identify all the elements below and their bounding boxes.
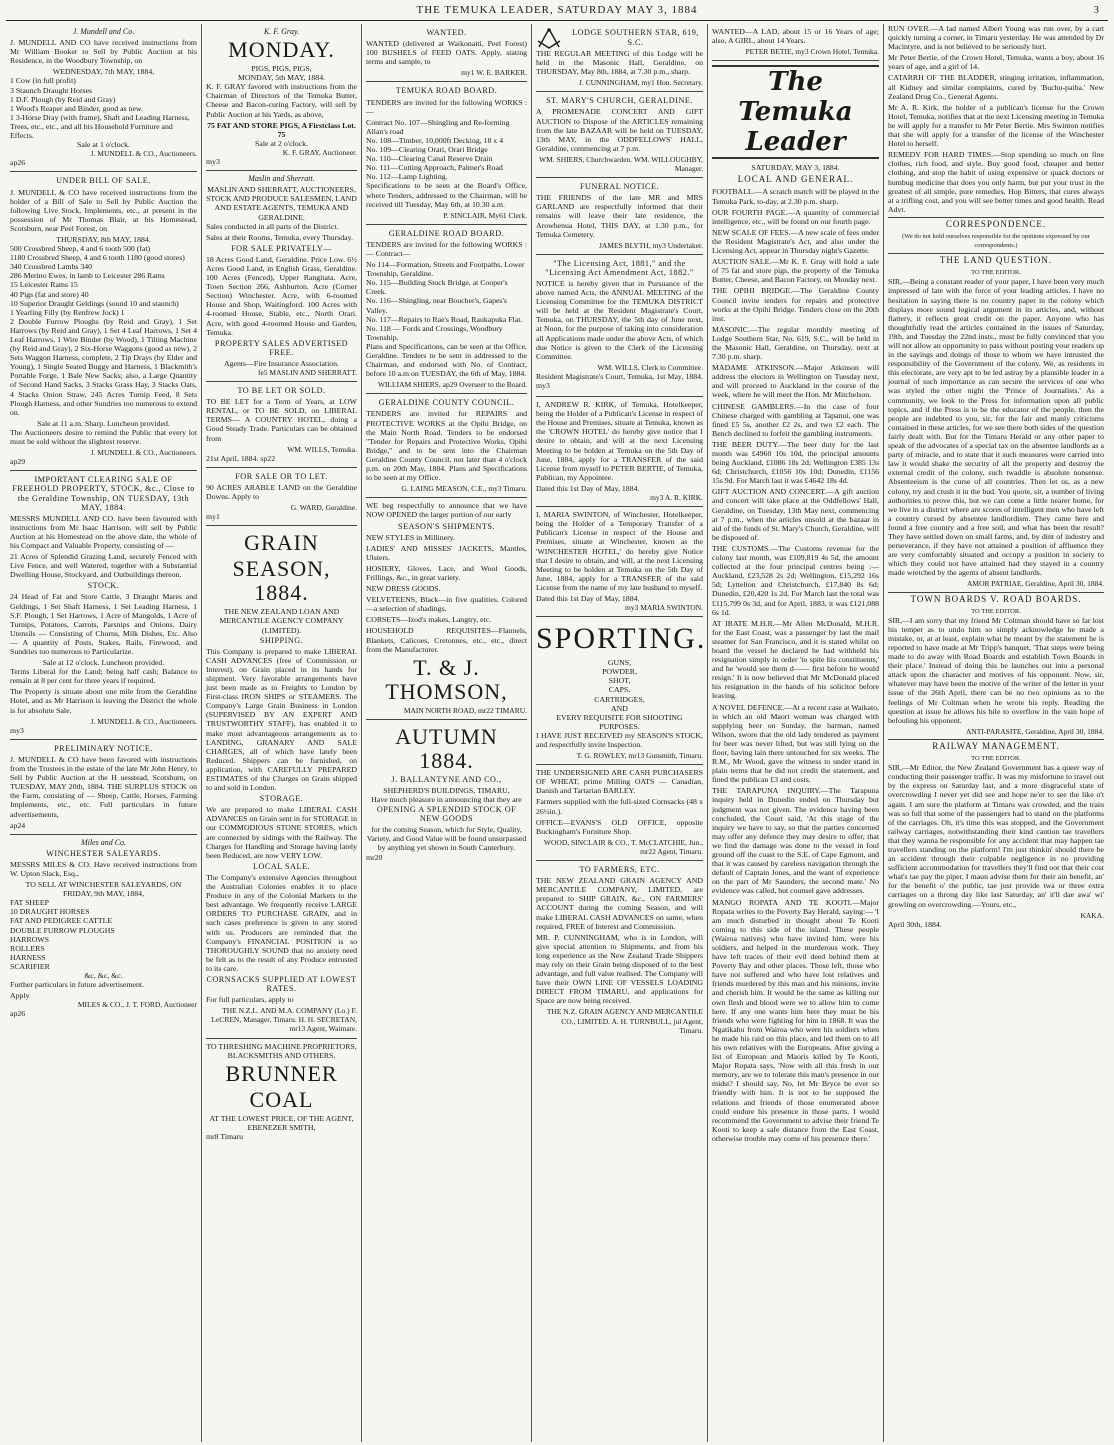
ad-text: Plans and Specifications, can be seen at the Office, Geraldine. Tenders to be sent in addressed to the Chairman, and endorsed with No. of Contract, before 10 a.m on TUESDAY, the 6th of May, 1884.: [366, 341, 527, 379]
column-5: [708, 24, 884, 1442]
letter-signature: ANTI-PARASITE, Geraldine, April 30, 1884.: [965, 726, 1104, 736]
ad-text: Apply: [10, 991, 30, 1001]
ad-ballantyne-autumn: [366, 720, 527, 866]
ad-thomson-shipments: [366, 498, 527, 720]
ad-signature: J. MUNDELL & CO., Auctioneers.: [90, 448, 197, 458]
ad-item: 1 Cow (in full profit): [10, 76, 76, 86]
ad-text: TENDERS are invited for REPAIRS and PROTECTIVE WORKS at the Opihi Bridge, on the Main North Road. Tenders to be endorsed "Tender for Repairs and Protective Works, Opihi Bridge," and to be sent into the Chairman Geraldine County Council, not later than 4 o'clock p.m. on 20th May, 1884. Plans and Specifications to be seen at my Office.: [366, 409, 527, 483]
ad-text: 24 Head of Fat and Store Cattle, 3 Draught Mares and Geldings, 1 Set Shaft Harness, 1 Set Leading Harness, 1 S.F. Plough, 1 Set Harrows, 1 Acre of Mangolds, 1 Acre of Turnips, Potatoes, Carrots, Parsnips and Onions. Dairy Utensils — Consisting of Churns, Milk Dishes, Etc. Also — A quantity of Posts, Stakes, Rails, Firewood, and Sundries too numerous to Particularize.: [10, 592, 197, 656]
ad-heading: Miles and Co.: [80, 837, 127, 847]
ad-date: THURSDAY, 8th MAY, 1884.: [56, 234, 151, 244]
ad-lot: 286 Merino Ewes, in lamb to Leicester 286 Rams: [10, 271, 165, 281]
ad-geraldine-road-board: [366, 225, 527, 395]
ad-grain-season: [206, 526, 357, 1038]
ad-text: The Auctioneers desire to remind the Public that every lot must be sold without the slightest reserve.: [10, 427, 197, 447]
ad-text: We are prepared to make LIBERAL CASH ADVANCES on Grain sent in for STORAGE in our COMMODIOUS STONE STORES, which are connected by sidings with the Railway. The Charges for Handling and Storage having lately been Reduced, are now VERY LOW.: [206, 805, 357, 860]
ad-text: J. MUNDELL & CO have been favored with instructions from the Trustees in the estate of the late Mr John Henry, to Sell by Public Auction at the H uesstead, Scotsburn, on TUESDAY, MAY 20th, 1884. THE SURPLUS STOCK on the Farm, consisting of — Sheep, Cattle, Horses, Farming Implements, etc., etc. Full particulars in future advertisements,: [10, 754, 197, 819]
news-paragraph: RUN OVER.—A lad named Albert Young was run over, by a cart quickly turning a corner, in Timaru yesterday. He was attended by Dr Macintyre, and is not believed to be seriously hurt.: [888, 24, 1104, 52]
ad-sale-time: Sale at 12 o'clock. Luncheon provided.: [42, 658, 165, 668]
ad-swinton-transfer: [536, 507, 703, 617]
column-1: [6, 24, 202, 1442]
ad-signature: THE N.Z.L. AND M.A. COMPANY (Lo.) F. LeCREN, Manager, Timaru. H. H. SECRETAN, mr13 Agent, Waimate.: [211, 1006, 357, 1034]
ad-mundell-booker: [10, 24, 197, 172]
ad-heading: TEMUKA ROAD BOARD.: [395, 86, 498, 96]
ad-item: No. 112—Lamp Lighting.: [366, 172, 448, 182]
ad-heading: FOR SALE OR TO LET.: [235, 471, 328, 481]
ad-bill-of-sale: [10, 172, 197, 471]
ad-text: Sales conducted in all parts of the District.: [206, 221, 339, 231]
news-paragraph: THE TARAPUNA INQUIRY.—The Tarapuna inquiry held in Dunedin ended on Thursday but judgment was not given. The evidence having been concluded, the Court said, 'At this stage of the inquiry we have to say, so that the parties concerned may offer any defence they may desire to offer, that we find the damage was done to the vessel in foul ground off the coast to the S.E. of Cape Egmont, and that it was caused by careless navigation through the default of Captain Jones, and the want of experience on the part of Mr Saunders, the second mate.' No evidence was called, but counsel gave addresses.: [712, 786, 879, 896]
ad-text: Have much pleasure in announcing that they are: [371, 795, 522, 804]
newspaper-page: [6, 24, 1108, 1442]
ad-signature: WM. SHIERS, Churchwarden. WM. WILLOUGHBY, Manager.: [539, 154, 703, 174]
ad-text: I, ANDREW R. KIRK, of Temuka, Hotelkeeper, being the Holder of a Publican's License in respect of the House and Premises, situate at Temuka, known as the 'CROWN HOTEL' do hereby give notice that I desire to obtain, and will at the next Licensing Meeting to be holden at Temuka on the 5th Day of June, 1884, apply for a TRANSFER of the said License from myself to PETER BERTIE, of Temuka, Publican, my Appointee.: [536, 400, 703, 482]
ad-signature: fe5 MASLIN AND SHERRATT.: [257, 368, 357, 377]
ad-text: TENDERS are invited for the following WORKS :—: [366, 97, 527, 116]
ad-signature: PETER BETIE, my3 Crown Hotel, Temuka.: [745, 47, 879, 57]
news-paragraph: FOOTBALL.—A scratch match will be played in the Temuka Park, to-day, at 2.30 p.m. sharp.: [712, 187, 879, 206]
lodge-header: [536, 27, 703, 49]
ad-text: 21 Acres of Splendid Grazing Land, securely Fenced with Live Fence, and well Watered, together with a Substantial Dwelling House, Stockyard, and Outbuildings thereon.: [10, 552, 197, 580]
news-paragraph: CATARRH OF THE BLADDER, stinging irritation, inflammation, all Kidney and similar complaints, cured by 'Buchu-paiba.' New Zealand Drug Co., General Agents.: [888, 73, 1104, 101]
ad-signature: WILLIAM SHIERS, ap29 Overseer to the Board.: [377, 380, 527, 390]
ad-date: FRIDAY, 9th MAY, 1884,: [62, 889, 145, 899]
news-paragraph: AUCTION SALE.—Mr K. F. Gray will hold a sale of 75 fat and store pigs, the property of the Temuka Butter, Cheese, and Bacon Factory, on Monday next.: [712, 257, 879, 285]
ad-sporting: [536, 617, 707, 765]
letter-salutation: TO THE EDITOR.: [971, 607, 1021, 615]
ad-item: No. 115—Building Stock Bridge, at Cooper's Creek.: [366, 278, 508, 297]
ad-subheading: CORNSACKS SUPPLIED AT LOWEST RATES.: [206, 974, 357, 994]
masthead-title: THE TEMUKA LEADER, SATURDAY MAY 3, 1884: [416, 4, 698, 16]
ad-signature: MILES & CO., J. T. FORD, Auctioneer: [77, 1000, 197, 1010]
letter-date: April 30th, 1884.: [888, 919, 942, 929]
ad-signature: my3 A. R. KIRK.: [650, 493, 703, 503]
ad-item: SCARIFIER: [10, 961, 50, 971]
column-4: [532, 24, 708, 1442]
ad-code: ap26: [10, 158, 26, 168]
ad-text: J. MUNDELL AND CO have received instructions from Mr William Booker to Sell by Public Auction at his Residence, in the Woodbury Township, on: [10, 38, 197, 66]
ad-signature: T. G. ROWLEY, mr13 Gunsmith, Timaru.: [576, 751, 703, 761]
ad-item: No. 117—Repairs to Rae's Road, Raukapuka Flat.: [366, 314, 523, 324]
ad-item: NEW DRESS GOODS.: [366, 584, 441, 594]
news-paragraph: MASONIC.—The regular monthly meeting of Lodge Southern Star, No. 619, S.C., will be held in the Masonic Hall, Geraldine, on Thursday, next at 7.30 p.m. sharp.: [712, 324, 879, 362]
ad-item: AND: [611, 703, 628, 713]
ad-subheading: WINCHESTER SALEYARDS.: [46, 848, 161, 858]
ad-text: K. F. GRAY favored with instructions from the Chairman of Directors of the Temuka Butter, Cheese and Bacon-curing Factory, will sell by Public Auction at his Yards, as above,: [206, 82, 357, 119]
ad-sale-time: Sale at 2 o'clock.: [255, 138, 308, 148]
ad-subheading: PROPERTY SALES ADVERTISED FREE.: [214, 338, 349, 357]
ad-item: CARTRIDGES,: [594, 694, 645, 704]
ad-heading: GERALDINE COUNTY COUNCIL.: [378, 398, 515, 408]
ad-item: EVERY REQUISITE FOR SHOOTING PURPOSES.: [556, 712, 683, 731]
letter-salutation: TO THE EDITOR.: [971, 755, 1021, 763]
ad-code: ap29: [10, 457, 26, 467]
letter-body: SIR,—Mr Editor, the New Zealand Government has a queer way of conducting their passenger traffic. It was my misfortune to travel out by the express on Saturday last, and a more disgraceful state of overcrowding I never yet did see and hope ne'er to see the like o't again. I am sure the platform at Timaru was crowded, and the train was so full that some of the passengers had to stand on the platforms of the carriages. Oh, it's time this was stopped, and the Government railway carriages, notwithstanding their kind caution tae travellers that they wanna be responsible for any accident that may happen tae travellers standing on the platform! I'm just thinkin' should there be an accident through their culpable negligence in no providing sufficient accommodation for travellers they'll find oot that their cost what's tae pay the piper. I maun advise them for their ain benefit, an' for the benefit o' the public, tae just provide twa or three extra carriages on a throng day like last Saturday, an' it'll dae awa' wi' growling on overcrowding.—Yours, etc.,: [888, 763, 1104, 909]
ad-sale-time: Sale at 1 o'clock.: [77, 140, 130, 150]
letter-salutation: TO THE EDITOR.: [971, 269, 1021, 277]
ad-text: Specifications to be seen at the Board's Office, where Tenders, addressed to the Chairman, will be received till Tuesday, May 6th, at 10.30 a.m.: [366, 181, 527, 209]
ad-heading: FUNERAL NOTICE.: [579, 182, 660, 192]
news-paragraph: THE BEER DUTY.—The beer duty for the last month was £4960 10s 10d, the principal amounts being Auckland, £1086 18s 2d; Wellington £385 13s 6d; Christchurch, £1056 10s 10d; Dunedin, £1156 15s 9d. For March last it was £4642 18s 4d.: [712, 439, 879, 486]
ad-heading: PRELIMINARY NOTICE.: [54, 743, 153, 753]
ad-signature: MAIN NORTH ROAD, mr22 TIMARU.: [403, 705, 527, 715]
ad-code: ap26: [10, 1009, 26, 1019]
ad-date: WEDNESDAY, 7th MAY, 1884,: [52, 67, 155, 77]
ad-item: HARROWS: [10, 934, 49, 944]
section-heading: CORRESPONDENCE.: [888, 217, 1104, 229]
ad-text: TO THRESHING MACHINE PROPRIETORS, BLACKSMITHS AND OTHERS.: [206, 1041, 357, 1060]
ad-signature: WM. WILLS, Clerk to Committee.: [597, 362, 703, 372]
ad-text: I, MARIA SWINTON, of Winchester, Hotelkeeper, being the Holder of a Temporary Transfer of a Publican's License in respect of the House and Premises, situate at Winchester, known as the 'WINCHESTER HOTEL,' do hereby give Notice that I desire to obtain, and will, at the next Licensing Meeting to be holden at Temuka on the 5th Day of June, 1884, apply for a TRANSFER of the said License from the name of my late husband to myself.: [536, 510, 703, 592]
ad-wanted-lad: [712, 24, 879, 61]
ad-signature: P. SINCLAIR, My61 Clerk.: [443, 210, 527, 220]
ad-heading: UNDER BILL OF SALE.: [56, 176, 151, 186]
ad-heading: TO BE LET OR SOLD.: [237, 386, 326, 396]
letter-signature: KAKA.: [1080, 910, 1104, 920]
ad-subheading: SHEPHERD'S BUILDINGS, TIMARU,: [383, 785, 510, 795]
ad-lot: 500 Crossbred Sheep, 4 and 6 tooth 500 (fat): [10, 244, 151, 254]
ad-text: Agents—Fire Insurance Association.: [224, 358, 339, 368]
ad-heading: "The Licensing Act, 1881," and the "Licensing Act Amendment Act, 1882.": [545, 258, 694, 277]
ad-text: Farmers supplied with the full-sized Cornsacks (48 x 26½in.).: [536, 797, 703, 816]
ad-funeral-notice: [536, 178, 703, 255]
ad-item: 10 DRAUGHT HORSES: [10, 907, 90, 917]
letter-body: SIR,—I am sorry that my friend Mr Coltman should have so far lost his temper as to undo him so simply acknowledge he made a mistake, or, at at least, explain what he meant by the statement he is reported to have made at Mr Tripp's banquet, 'That steps were being made to do away with Road Boards and establish Town Boards in their place.' Instead of doing this he launches out into a personal attack upon the character and motives of his opponent. Now, sir, whatever may have been the motive of the writer of the letter in your issue of the 26th April, there can be no two opinions as to the feelings of Mr Coltman when he wrote his reply. Reading the question at issue he allows his bile to overflow in the vain hope of befouling his opponent.: [888, 615, 1104, 725]
ad-text: Terms Liberal for the Land; being half cash; Balance to remain at 8 per cent for three years if required.: [10, 667, 197, 686]
ad-code: my3: [10, 725, 24, 735]
letter-signature: AMOR PATRIAE, Geraldine, April 30, 1884.: [966, 579, 1104, 589]
ad-heading: WANTED.: [426, 28, 467, 37]
ad-display-title: GRAIN: [244, 530, 319, 556]
ad-heading: LODGE SOUTHERN STAR, 619, S.C.: [572, 28, 699, 47]
ad-text: 18 Acres Good Land, Geraldine. Price Low. 6½ Acres Good Land, in English Grass, Geraldine. 100 Acres (Fenced), Upper Rangitata. Acre, Town Section 266, Ashburton. Acre (Corner Section) Winchester. Acre, with 6-roomed House and Shop, Waitingford. 100 Acres with 4-roomed House, Stable, etc., North Orari. Acre, with good 4-roomed House and Garden, Temuka.: [206, 254, 357, 337]
column-2: [202, 24, 362, 1442]
ad-st-marys: [536, 92, 703, 178]
ad-to-farmers: [536, 861, 703, 1039]
ad-item: DOUBLE FURROW PLOUGHS: [10, 925, 115, 935]
ad-subheading: FOR SALE PRIVATELY—: [231, 243, 332, 253]
ad-lodge-southern-star: [536, 24, 703, 92]
ad-text: The Company's extensive Agencies throughout the Australian Colonies enables it to place Produce in any of the Colonial Markets to the best advantage. We frequently receive LARGE ORDERS TO PURCHASE GRAIN, and in such cases preference is given to any stored with us. Producers are reminded that the Company's FINANCIAL POSITION is so THOROUGHLY SOUND that no anxiety need be felt as to the result of any Produce entrusted to its care.: [206, 872, 357, 973]
ad-signature: J. CUNNINGHAM, my1 Hon. Secretary.: [578, 78, 703, 88]
ad-text: For full particulars, apply to: [206, 995, 294, 1005]
news-paragraph: GIFT AUCTION AND CONCERT.—A gift auction and concert will take place at the Oddfellows' Hall, Geraldine, on Tuesday, 13th May next, commencing at 7 p.m., when the articles unsold at the bazaar in aid of the funds of St. Mary's Church, Geraldine, will be disposed of.: [712, 487, 879, 542]
ad-text: THE UNDERSIGNED ARE CASH PURCHASERS OF WHEAT, prime Milling OATS — Canadian, Danish and Tartarian BARLEY.: [536, 768, 703, 796]
ad-subheading: OPENING A SPLENDID STOCK OF NEW GOODS: [376, 805, 517, 824]
ad-text: Resident Magistrate's Court, Temuka, 1st May, 1884. my3: [536, 371, 703, 390]
news-paragraph: THE CUSTOMS.—The Customs revenue for the colony last month, was £109,819 4s 5d, the amount collected at the four principal centres being :— Auckland, £23,528 2s 2d; Wellington, £15,292 16s 5d; Lyttelton and Christchurch, £17,840 8s 6d; Dunedin, £20,420 1s 2d. For March last the total was £115,799 0s 3d, and for April, 1883, it was £121,088 6s 1d.: [712, 543, 879, 617]
ad-lot: 75 FAT AND STORE PIGS, A Firstclass Lot. 75: [207, 120, 356, 139]
ad-signature: G. WARD, Geraldine.: [290, 503, 357, 513]
ad-subheading: PIGS, PIGS, PIGS,: [251, 64, 312, 74]
news-paragraph: THE OPIHI BRIDGE.—The Geraldine County Council invite tenders for repairs and protective works at the Opihi Bridge. Tenders close on the 20th inst.: [712, 286, 879, 323]
ad-item: 1 3-Horse Dray (with frame), Shaft and Leading Harness, Trees, etc., etc., and all his Household Furniture and Effects.: [10, 112, 190, 141]
news-paragraph: A NOVEL DEFENCE.—At a recent case at Waikato, in which an old Maori woman was charged with supplying beer on Sunday, the barman, named Wilson, swore that the old lady tendered as payment for beer was never lifted, but was still lying on the floor, having lain there untouched for six weeks. The R.M., Mr Wood, gave the witness to under stand in plain terms that he did not credit the statement, and fined the publican £3 and costs.: [712, 702, 879, 785]
ad-lot: 15 Leicester Rams 15: [10, 280, 78, 290]
ad-heading: J. BALLANTYNE AND CO.,: [391, 774, 502, 784]
ad-display-title: MONDAY.: [228, 37, 335, 63]
ad-item: POWDER,: [602, 667, 637, 677]
news-paragraph: NEW SCALE OF FEES.—A new scale of fees under the Resident Magistrate's Act, and also under the Licensing Act, appear in Thursday night's Gazette.: [712, 227, 879, 256]
ad-item: 3 Staunch Draught Horses: [10, 85, 93, 95]
newspaper-title: The Temuka Leader: [712, 65, 879, 159]
ad-display-title: AUTUMN 1884.: [395, 723, 498, 773]
ad-lot: 40 Pigs (fat and store) 40: [10, 289, 89, 299]
ad-lot: 1180 Crossbred Sheep, 4 and 6 tooth 1180 (good stores): [10, 253, 185, 263]
ad-item: No. 108—Timber, 10,000ft Decking, 18 x 4: [366, 135, 504, 145]
news-paragraph: OUR FOURTH PAGE.—A quantity of commercial intelligence, etc., will be found on our fourth page.: [712, 207, 879, 226]
ad-text: for the coming Season, which for Style, Quality, Variety, and Good Value will be found unsurpassed by anything yet shown in South Canterbury.: [366, 825, 527, 853]
news-paragraph: REMEDY FOR HARD TIMES.—Stop spending so much on fine clothes, rich food, and style. Buy good food, cheaper and better clothing, and stop the habit of using expensive or quack doctors or humbug medicine that does you only harm, but put your trust in the greatest of all simple, pure remedies, Hop Bitters, that cures always at a trifling cost, and you will see better times and good health. Read Advt.: [888, 150, 1104, 214]
ad-maslin-sherratt: [206, 171, 357, 382]
ad-text: THE FRIENDS of the late MR and MRS GARLAND are respectfully informed that their remains will leave their late residence, the Arowhenua Hotel, THIS DAY, at 1.30 p.m., for Temuka Cemetery.: [536, 193, 703, 239]
ad-heading: GERALDINE ROAD BOARD.: [388, 228, 505, 238]
ad-item: No. 111—Cutting Approach, Palmer's Road: [366, 163, 503, 173]
ad-sale-time: Sale at 11 a.m. Sharp. Luncheon provided.: [37, 418, 170, 428]
ad-item: ROLLERS: [10, 943, 45, 953]
ad-subheading: STORAGE.: [259, 794, 304, 804]
ad-geraldine-county-council: [366, 394, 527, 498]
ad-clearing-sale: [10, 471, 197, 740]
news-paragraph: Mr Peter Bertie, of the Crown Hotel, Temuka, wants a boy, about 16 years of age, and a girl of 14.: [888, 53, 1104, 72]
ad-display-title: SEASON, 1884.: [232, 556, 331, 606]
ad-item: SHOT,: [608, 676, 631, 686]
ad-date: MONDAY, 5th MAY, 1884.: [237, 73, 326, 83]
ad-subheading: SHIPPING.: [259, 635, 304, 645]
ad-text: THE REGULAR MEETING of this Lodge will be held in the Masonic Hall, Geraldine, on THURSDAY, May 8th, 1884, at 7.30 p.m., sharp.: [536, 49, 703, 77]
ad-signature: J. MUNDELL & CO., Auctioneers.: [90, 149, 197, 159]
ad-heading: J. Mundell and Co.: [72, 27, 135, 36]
ad-licensing-act: [536, 255, 703, 397]
news-paragraph: MANGO ROPATA AND TE KOOTI.—Major Ropata writes to the Poverty Bay Herald, saying:— 'I am much disturbed in thought about Te Kooti coming to this side of the island. These people (Wairoa natives) who have invited him, were his soldiers, and helped in the murderous work. They have left traces of their evil deed behind them at Poverty Bay and other places. Those left, those who have not suffered and who have lost relatives and friends murdered by this man and his minions, invite and cherish him. It would be the same as killing our own flesh and blood were we to allow him to come here. If any one wants him here they must be his friends who were fighting for him in 1868. It was the Ngatikahu from Wairoa who were his soldiers when he made his raid on this place, and led them on to all his own relatives with the Europeans. After giving a list of European and Maoris killed by Te Kooti, Major Ropata says, 'Now with all this fresh in our memory, are we to tolerate this man's presence in our midst? I should say, No, let Mr Bryce be ever so friendly with him. It is not to be supposed the relations and friends of those enumerated above could endure his presence in those parts. I would recommend the Government to advise their friend Te Kooti to keep a safe distance from the East Coast, otherwise trouble may come of his presence there.': [712, 897, 879, 1143]
ad-heading: IMPORTANT CLEARING SALE OF FREEHOLD PROPERTY, STOCK, &c., Close to the Geraldine Township, ON TUESDAY, 13th MAY, 1884.: [12, 475, 195, 512]
ad-preliminary-notice: [10, 740, 197, 835]
ad-code: my3: [206, 157, 220, 167]
ad-text: AT THE LOWEST PRICE, OF THE AGENT, EBENEZER SMITH,: [209, 1113, 354, 1132]
ad-item: 1 D.F. Plough (by Reid and Gray): [10, 94, 116, 104]
ad-signature: my1 W. E. BARKER.: [461, 68, 527, 78]
ad-heading: K. F. Gray.: [263, 27, 300, 36]
ad-signature: JAMES BLYTH, my3 Undertaker.: [598, 240, 703, 250]
ad-let-or-sold: [206, 382, 357, 468]
ad-item: HOSIERY, Gloves, Lace, and Wool Goods, Frillings, &c., in great variety.: [366, 563, 527, 582]
news-paragraph: CHINESE GAMBLERS.—In the case of four Chinese charged with gambling at Tapanui, one was fined £5 5s, another £2 2s, and two £2 each. The Bench declined to forfeit the gambling instruments.: [712, 401, 879, 438]
ad-miles-winchester: [10, 835, 197, 1023]
ad-item: FAT SHEEP: [10, 898, 49, 908]
ad-lot: 10 Superior Draught Geldings (sound 10 and staunch): [10, 298, 179, 308]
ad-text: Sales at their Rooms, Temuka, every Thursday.: [206, 232, 353, 242]
ad-item: No 114—Formation, Streets and Footpaths, Lower Township, Geraldine.: [366, 260, 525, 279]
ad-sale-or-let: [206, 468, 357, 526]
ad-item: &c, &c, &c.: [84, 971, 123, 980]
ad-signature: THE N.Z. GRAIN AGENCY AND MERCANTILE CO., LIMITED. A. H. TURNBULL, jul Agent, Timaru.: [546, 1007, 703, 1035]
ad-date: Dated this 1st Day of May, 1884.: [536, 593, 640, 603]
ad-item: HOUSEHOLD REQUISITES—Flannels, Blankets, Calicoes, Cretonnes, etc., etc., direct from the Manufacturer.: [366, 626, 527, 654]
ad-heading: ST. MARY'S CHURCH, GERALDINE.: [546, 96, 693, 106]
news-paragraph: Mr A. R. Kirk, the holder of a publican's license for the Crown Hotel, Temuka, notifies that at the next Licensing meeting in Temuka he will apply for a transfer to Mr Peter Bertie. Mrs Swinton notifies that she will apply for a transfer of the license of the Winchester Hotel to herself.: [888, 102, 1105, 149]
section-heading: LOCAL AND GENERAL.: [737, 174, 854, 185]
ad-text: The Property is situate about one mile from the Geraldine Hotel, and as Mr Harrison is leaving the District the whole is for absolute Sale.: [10, 687, 197, 715]
ad-display-title: BRUNNER: [225, 1060, 338, 1086]
ad-display-title: T. & J. THOMSON,: [385, 654, 508, 704]
ad-item: LADIES' AND MISSES' JACKETS, Mantles, Ulsters.: [366, 543, 527, 562]
ad-text: 2 Double Furrow Ploughs (by Reid and Gray), 1 Set Harrows (by Reid and Gray), 1 Set 4 Leaf Harrows, 1 Set 4 Leaf Harrows, 1 Wire Binder (by Wood), 1 Tilting Machine (by Reid and Gray), 2 Six-Horse Waggons (good as new), 2 Sets Waggon Harness, complete, 2 Tip Drays (by Elder and Young), 1 Single Seated Buggy and Harness, 1 Blackmith's Portable Forge, 1 Bale New Sacks; also, a Large Quantity of Second Hand Sacks, 3 Stacks Grass Hay, 3 Stacks Oats, 4 Stacks Onion Straw, 245 Acres Turnip Feed, 8 Sets Plough Harness, and other Sundries too numerous to extend on.: [10, 316, 197, 417]
column-6: [884, 24, 1108, 1442]
letter-heading: RAILWAY MANAGEMENT.: [888, 739, 1104, 751]
ad-signature: G. LAING MEASON, C.E., my3 Timaru.: [401, 484, 527, 494]
ad-text: THE NEW ZEALAND GRAIN AGENCY AND MERCANTILE COMPANY, LIMITED, are prepared to SHIP GRAIN, &c., ON FARMERS' ACCOUNT during the coming Season, and will make LIBERAL CASH ADVANCES on same, when required, FREE of Interest and Commission.: [536, 876, 703, 931]
ad-text: MESSRS MUNDELL AND CO. have been favoured with instructions from Mr Isaac Harrison, will sell by Public Auction at his Homestead on the above date, the whole of his Compact and Valuable Property, consisting of —: [10, 513, 197, 550]
ad-signature: WOOD, SINCLAIR & CO., T. McCLATCHIE, Jun., mr22 Agent, Timaru.: [543, 837, 703, 856]
ad-code: my1: [206, 512, 220, 522]
letter-heading: THE LAND QUESTION.: [888, 253, 1104, 265]
ad-display-title: SPORTING.: [536, 622, 707, 656]
ad-signature: my3 MARIA SWINTON.: [625, 603, 703, 613]
ad-temuka-road-board: [366, 82, 527, 224]
ad-text: Further particulars in future advertisement.: [10, 980, 145, 990]
ad-text: NOTICE is hereby given that in Pursuance of the above named Acts, the ANNUAL MEETING of the Licensing Committee for the TEMUKA DISTRICT will be held at the Resident Magistrate's Court, Temuka, on THURSDAY, the 5th day of June next, at Noon, for the purpose of taking into consideration all Applications made under the above Acts, of which due Notice is given to the Clerk of the Licensing Committee.: [536, 278, 703, 361]
news-paragraph: AT IRATE M.H.R.—Mr Allen McDonald, M.H.R. for the East Coast, was a passenger by last the mail steamer for San Francisco, and it is stated whilst on board the vessel he declared he had withheld his resignation simply in order 'to spite his constituents,' and he 'would see them d—— first before he would resign.' It is now believed that Mr McDonald placed his resignation in the hands of his solicitor before leaving.: [712, 618, 879, 701]
masthead-rule: [6, 20, 1108, 21]
ad-code: ap24: [10, 820, 26, 830]
ad-text: MASLIN AND SHERRATT, AUCTIONEERS, STOCK AND PRODUCE SALESMEN, LAND AND ESTATE AGENTS, TEMUKA AND GERALDINE.: [206, 185, 357, 222]
ad-text: I HAVE JUST RECEIVED my SEASON'S STOCK, and respectfully invite Inspection.: [536, 730, 703, 749]
ad-text: J. MUNDELL & CO have received instructions from the holder of a Bill of Sale to Sell by Public Auction the following Live Stock, Implements, etc., at present in the possession of Mr Thomas Blair, at his Homestead, Scotsburn, near Peel Forest, on: [10, 187, 197, 233]
masonic-emblem-icon: [536, 27, 562, 49]
ad-signature: WM. WILLS, Temuka.: [287, 444, 357, 454]
page-number: 3: [1093, 4, 1100, 16]
column-3: [362, 24, 532, 1442]
ad-text: WANTED—A LAD, about 15 or 16 Years of age; also, A GIRL, about 14 Years.: [712, 27, 879, 46]
ad-item: 1 Wood's Reaper and Binder, good as new.: [10, 103, 143, 113]
ad-item: VELVETEENS, Black—in five qualities. Colored—a selection of shadings.: [366, 595, 527, 614]
ad-item: No. 118 — Fords and Crossings, Woodbury Township.: [366, 323, 503, 342]
ad-text: TO SELL AT WINCHESTER SALEYARDS, ON: [25, 880, 182, 890]
ad-text: WANTED (delivered at Waikonaiti, Peel Forest) 100 BUSHELS of FEED OATS. Apply, stating terms and sample, to: [366, 39, 527, 67]
ad-lot: 1 Yearling Filly (by Renfrew Jock) 1: [10, 307, 125, 317]
news-paragraph: MADAME ATKINSON.—Major Atkinson will address the electors in Wellington on Tuesday next, and will proceed to Auckland in the course of the week, where he will meet the Hon. Mr Mitchelson.: [712, 363, 879, 400]
ad-subheading: SEASON'S SHIPMENTS.: [398, 521, 495, 531]
ad-date: 21st April, 1884. sp22: [206, 453, 276, 463]
ad-text: 90 ACRES ARABLE LAND on the Geraldine Downs. Apply to: [206, 482, 357, 502]
ad-signature: K. F. GRAY, Auctioneer.: [282, 147, 357, 157]
ad-heading: Maslin and Sherratt.: [248, 174, 315, 184]
ad-code: mr8 Timaru: [206, 1131, 244, 1141]
ad-item: NEW STYLES in Millinery.: [366, 532, 456, 542]
masthead: [0, 0, 1114, 20]
ad-item: No. 110—Clearing Canal Reserve Drain: [366, 154, 493, 164]
ad-text: MESSRS MILES & CO. Have received instructions from W. Upton Slack, Esq.,: [10, 859, 197, 878]
letter-heading: TOWN BOARDS V. ROAD BOARDS.: [888, 592, 1104, 604]
ad-item: FAT AND PEDIGREE CATTLE: [10, 916, 113, 926]
letter-body: SIR,—Being a constant reader of your paper, I have been very much impressed of late with the force of your leading articles. I have no hesitation in saying there is no country paper in the colony which displays more sound logical argument in its articles, and, without flattery, it reflects great credit on the paper. Anyone who has thoughtfully read the articles contained in the issues of Saturday, 19th, and Tuesday the 22nd insts., must be fully convinced that you will not allow an opportunity to pass without posting your readers up in the sayings and doings of those to whom we have intrusted the responsibility of the Government of the colony. We, as residents in this electorate, are very apt to be led astray by a plausible leader in a journal of such importance as can secure the services of one who was styled the other night the 'Prince of Journalists.' As a community, we look to the Press for information upon all public topics, and if the Press is to be the educator of the people, then the people are indebted to you, sir, for the fair and manly criticisms contained in these articles, for we see there both sides of the question fairly dealt with. But for the Timaru Herald or any other paper to speak of the advocates of a special tax on the absentee landlords as a party of miracle, and to state that it such measures were carried into law it would shake the security of all the property and destroy the external credit of the colony, such twaddle is absolute nonsense. Absenteeism is the curse of all countries. Then let us, as a new colony, try and crush it in the bud. You quote, sir, a number of living authorities to prove this, but we can come a little nearer home, for we live in a district where are scores of intelligent men who have left a country cursed by absentee landlordism. They came here and found a free country and a free soil, and what has been the result? They have settled down on small farms, and, by dint of industry and perseverance, if they have not attained a position of affluence they are very comfortably situated and occupy a position in society to which they could not have attained had they stayed in a country made wretched by the agents of absent landlords.: [888, 277, 1104, 578]
local-general-news: [712, 187, 879, 1143]
ad-signature: J. MUNDELL & CO., Auctioneers.: [90, 716, 197, 726]
ad-kirk-transfer: [536, 397, 703, 507]
ad-item: CAPS,: [608, 685, 631, 695]
ad-item: HARNESS: [10, 952, 46, 962]
ad-cash-purchasers: [536, 765, 703, 861]
ad-item: Contract No. 107—Shingling and Re-forming Allan's road: [366, 117, 510, 136]
editor-disclaimer: (We do not hold ourselves responsible for the opinions expressed by our correspondents.): [902, 232, 1090, 250]
ad-item: No. 116—Shingling, near Boucher's, Gapes's Valley.: [366, 296, 507, 315]
ad-text: MR. P. CUNNINGHAM, who is in London, will give special attention to Shipments, and from his long experience as the New Zealand Trade Shippers may rely on their Grain being disposed of to the best advantage, and full value realised. The Company will have their OWN LINE OF VESSELS LOADING DIRECT FROM TIMARU, and applications for Space are now being received.: [536, 932, 703, 1006]
ad-text: OFFICE—EVANS'S OLD OFFICE, opposite Buckingham's Furniture Shop.: [536, 817, 703, 836]
ad-text: THE NEW ZEALAND LOAN AND MERCANTILE AGENCY COMPANY (LIMITED).: [219, 607, 344, 635]
ad-text: This Company is prepared to make LIBERAL CASH ADVANCES (free of Commission or Interest), on Grain placed in its hands for shipment. Very favorable arrangements have just been made as to Freights to London by First-class IRON SHIPS or STEAMERS. The Company's Large Grain Business in London (SUPERVISED BY AN EXPERT AND TRUSTWORTHY STAFF), has enabled it to make most advantageous arrangements as to LANDING, GRANARY AND SALE CHARGES, all of which have lately been Reduced. Shippers can be furnished, on application, with CAREFULLY PREPARED ESTIMATES of the Charges on Grain shipped to and sold in London.: [206, 646, 357, 793]
ad-text: TENDERS are invited for the following WORKS :— Contract—: [366, 239, 527, 258]
ad-text: A PROMENADE CONCERT AND GIFT AUCTION to Dispose of the ARTICLES remaining from the late BAZAAR will be held on TUESDAY, 13th MAY, in the ODDFELLOWS' HALL, Geraldine, commencing at 7 p.m.: [536, 107, 703, 153]
ad-brunner-coal: [206, 1039, 357, 1145]
ad-subheading: STOCK.: [87, 581, 120, 591]
ad-item: GUNS,: [607, 658, 632, 668]
ad-date: Dated this 1st Day of May, 1884.: [536, 483, 640, 493]
ad-text: WE beg respectfully to announce that we have NOW OPENED the larger portion of our early: [366, 501, 527, 520]
ad-wanted-oats: [366, 24, 527, 82]
ad-subheading: LOCAL SALE.: [252, 861, 311, 871]
issue-date: SATURDAY, MAY 3, 1884.: [751, 163, 840, 173]
ad-item: CORSETS—Izod's makes, Langtry, etc.: [366, 615, 492, 625]
ad-code: mr20: [366, 852, 383, 862]
ad-gray-pigs: [206, 24, 357, 171]
ad-lot: 340 Crossbred Lambs 340: [10, 262, 93, 272]
ad-display-title: COAL: [249, 1086, 314, 1112]
ad-item: No. 109—Clearing Orari, Orari Bridge: [366, 145, 488, 155]
ad-heading: TO FARMERS, ETC.: [579, 865, 660, 875]
ad-text: TO BE LET for a Term of Years, at LOW RENTAL, or TO BE SOLD, on LIBERAL TERMS— A COUNTRY HOTEL, doing a Good Steady Trade. Particulars can be obtained from: [206, 397, 357, 443]
